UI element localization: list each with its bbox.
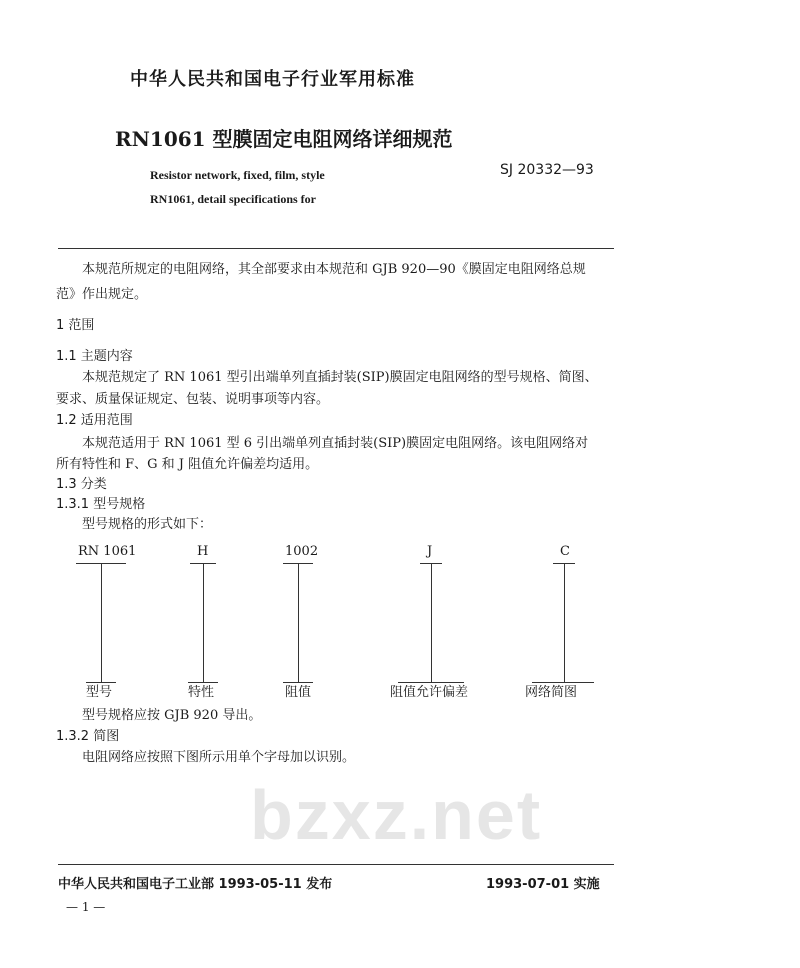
bracket-stem <box>101 563 102 683</box>
page-number: — 1 — <box>66 900 106 914</box>
section-1-3-2-heading: 1.3.2 简图 <box>56 729 120 744</box>
section-1-2-text-2: 所有特性和 F、G 和 J 阻值允许偏差均适用。 <box>56 457 319 472</box>
section-1-heading: 1 范围 <box>56 318 95 333</box>
section-1-3-heading: 1.3 分类 <box>56 477 107 492</box>
english-title-1: Resistor network, fixed, film, style <box>150 168 325 182</box>
page-title: RN1061 型膜固定电阻网络详细规范 <box>115 127 453 151</box>
designation-top-label: J <box>427 544 433 559</box>
footer-divider <box>58 864 614 865</box>
english-title-2: RN1061, detail specifications for <box>150 192 316 206</box>
section-1-3-2-text: 电阻网络应按照下图所示用单个字母加以识别。 <box>82 750 356 765</box>
designation-bottom-label: 特性 <box>188 685 215 700</box>
section-1-1-heading: 1.1 主题内容 <box>56 349 133 364</box>
intro-line-2: 范》作出规定。 <box>56 287 148 302</box>
effective-date: 1993-07-01 实施 <box>486 877 600 892</box>
watermark: bzxz.net <box>250 776 543 854</box>
bracket-stem <box>298 563 299 683</box>
designation-note: 型号规格应按 GJB 920 导出。 <box>82 708 262 723</box>
bracket-stem <box>431 563 432 683</box>
designation-bottom-label: 型号 <box>86 685 113 700</box>
issuer-line: 中华人民共和国电子行业军用标准 <box>130 69 415 90</box>
section-1-3-1-heading: 1.3.1 型号规格 <box>56 497 146 512</box>
section-1-2-heading: 1.2 适用范围 <box>56 413 133 428</box>
section-1-1-text-1: 本规范规定了 RN 1061 型引出端单列直插封装(SIP)膜固定电阻网络的型号规格、简图、 <box>82 370 598 385</box>
bracket-bottom <box>86 682 116 683</box>
bracket-bottom <box>398 682 464 683</box>
designation-bottom-label: 网络简图 <box>525 685 578 700</box>
intro-line-1: 本规范所规定的电阻网络，其全部要求由本规范和 GJB 920—90《膜固定电阻网络总规 <box>82 262 586 277</box>
section-1-3-1-text: 型号规格的形式如下： <box>82 517 213 532</box>
header-divider <box>58 248 614 249</box>
issue-date: 中华人民共和国电子工业部 1993-05-11 发布 <box>58 877 333 892</box>
bracket-stem <box>564 563 565 683</box>
bracket-bottom <box>532 682 594 683</box>
section-1-2-text-1: 本规范适用于 RN 1061 型 6 引出端单列直插封装(SIP)膜固定电阻网络。该电阻网络对 <box>82 436 589 451</box>
designation-bottom-label: 阻值 <box>285 685 312 700</box>
standard-number: SJ 20332—93 <box>500 162 594 178</box>
designation-top-label: 1002 <box>285 544 319 559</box>
section-1-1-text-2: 要求、质量保证规定、包装、说明事项等内容。 <box>56 392 330 407</box>
bracket-bottom <box>188 682 218 683</box>
bracket-bottom <box>283 682 313 683</box>
designation-top-label: H <box>197 544 209 559</box>
designation-bottom-label: 阻值允许偏差 <box>390 685 469 700</box>
bracket-stem <box>203 563 204 683</box>
designation-top-label: RN 1061 <box>78 544 137 559</box>
designation-top-label: C <box>560 544 570 559</box>
